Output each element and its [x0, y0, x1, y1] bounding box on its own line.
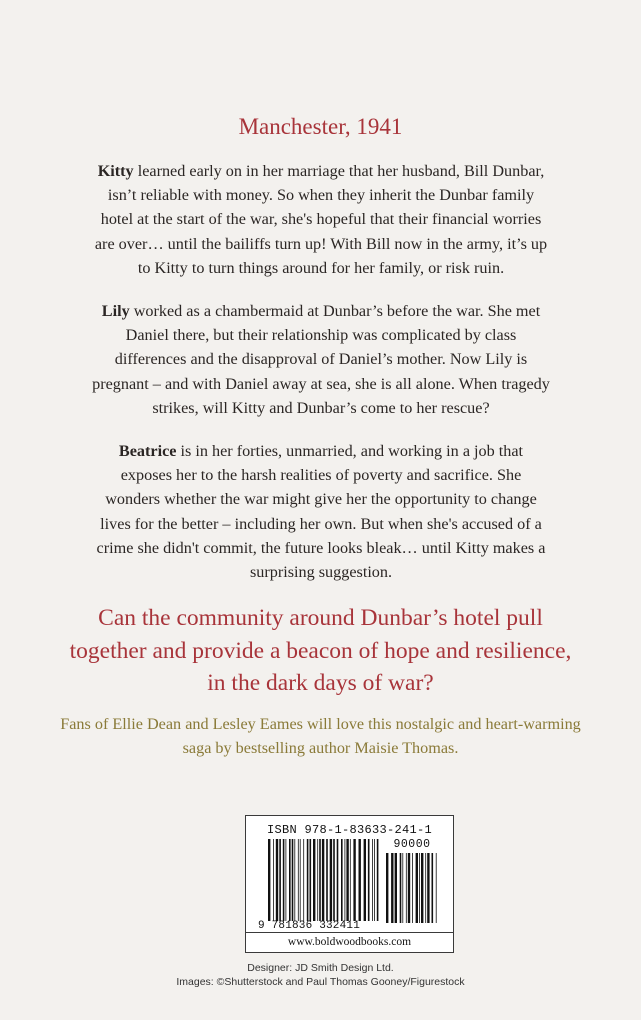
barcode-bar: [419, 853, 420, 923]
barcode-bar: [294, 839, 295, 921]
barcode-bar: [425, 853, 426, 923]
beatrice-name: Beatrice: [118, 442, 177, 460]
designer-credit: Designer: JD Smith Design Ltd.: [247, 962, 394, 974]
barcode-bar: [330, 839, 332, 921]
barcode-bar: [346, 839, 348, 921]
barcode-bar: [319, 839, 321, 921]
barcode-bar: [402, 853, 403, 923]
barcode-bar: [289, 839, 291, 921]
isbn-barcode-box: [245, 815, 454, 953]
barcode-bar: [368, 839, 370, 921]
barcode-bar: [322, 839, 324, 921]
barcode-bar: [313, 839, 315, 921]
kitty-text: learned early on in her marriage that her husband, Bill Dunbar, isn’t reliable with money. So when they inherit the Dunbar family hotel at the start of the war, she's hopeful that their financial worries are over… until the bailiffs turn up! With Bill now in the army, it’s up to Kitty to turn things around for her family, or risk ruin.: [94, 162, 548, 277]
barcode-bar: [300, 839, 301, 921]
barcode-bar: [400, 853, 402, 923]
barcode-bar: [286, 839, 287, 921]
barcode-bar: [395, 853, 397, 923]
lily-text: worked as a chambermaid at Dunbar’s before the war. She met Daniel there, but their relationship was complicated by class differences and the disapproval of Daniel’s mother. Now Lily is pregnant – and with Daniel away at sea, she is all alone. When tragedy strikes, will Kitty and Dunbar’s come to her rescue?: [92, 302, 550, 417]
barcode-bar: [391, 853, 393, 923]
barcode-bar: [268, 839, 270, 921]
publisher-url: www.boldwoodbooks.com: [246, 932, 453, 952]
barcode-bar: [337, 839, 339, 921]
barcode-bar: [374, 839, 375, 921]
tagline-question: Can the community around Dunbar’s hotel pull together and provide a beacon of hope and resilience, in the dark days of war?: [69, 605, 572, 696]
fans-blurb: Fans of Ellie Dean and Lesley Eames will love this nostalgic and heart-warming saga by bestselling author Maisie Thomas.: [60, 715, 581, 757]
barcode-bar: [359, 839, 361, 921]
barcode-bar: [416, 853, 418, 923]
ean-number: 9 781836 332411: [258, 920, 361, 932]
barcode-bar: [421, 853, 423, 923]
isbn-label: ISBN 978-1-83633-241-1: [266, 823, 433, 837]
images-credit: Images: ©Shutterstock and Paul Thomas Gooney/Figurestock: [176, 975, 465, 988]
barcode-bar: [377, 839, 379, 921]
barcode-bar: [307, 839, 309, 921]
barcode-bar: [283, 839, 285, 921]
barcode-bar: [353, 839, 355, 921]
barcode-bar: [386, 853, 388, 923]
beatrice-paragraph: [92, 439, 550, 584]
barcode-bars: [268, 839, 380, 921]
barcode-bar: [412, 853, 413, 923]
barcode-bar: [341, 839, 343, 921]
barcode-bar: [333, 839, 335, 921]
barcode-bar: [292, 839, 294, 921]
barcode-bar: [303, 839, 304, 921]
lily-name: Lily: [101, 302, 130, 320]
kitty-name: Kitty: [97, 162, 134, 180]
addon-barcode-bars: [386, 853, 438, 923]
barcode-bar: [408, 853, 410, 923]
barcode-bar: [326, 839, 328, 921]
barcode-bar: [427, 853, 429, 923]
barcode-bar: [279, 839, 281, 921]
location-heading: Manchester, 1941: [238, 114, 403, 139]
barcode-bar: [372, 839, 373, 921]
barcode-bar: [406, 853, 407, 923]
barcode-bar: [273, 839, 274, 921]
barcode-bar: [364, 839, 366, 921]
kitty-paragraph: [92, 159, 550, 280]
credits: [0, 962, 641, 989]
barcode-bar: [345, 839, 346, 921]
barcode-bar: [298, 839, 299, 921]
barcode-bar: [317, 839, 318, 921]
barcode-bar: [436, 853, 437, 923]
barcode-bar: [432, 853, 434, 923]
barcode-bar: [276, 839, 278, 921]
addon-number: 90000: [393, 838, 431, 851]
barcode-bar: [350, 839, 351, 921]
barcode-bar: [310, 839, 312, 921]
lily-paragraph: [92, 299, 550, 420]
beatrice-text: is in her forties, unmarried, and working in a job that exposes her to the harsh realities of poverty and sacrifice. She wonders whether the war might give her the opportunity to change lives for the better – including her own. But when she's accused of a crime she didn't commit, the future looks bleak… until Kitty makes a surprising suggestion.: [96, 442, 546, 582]
